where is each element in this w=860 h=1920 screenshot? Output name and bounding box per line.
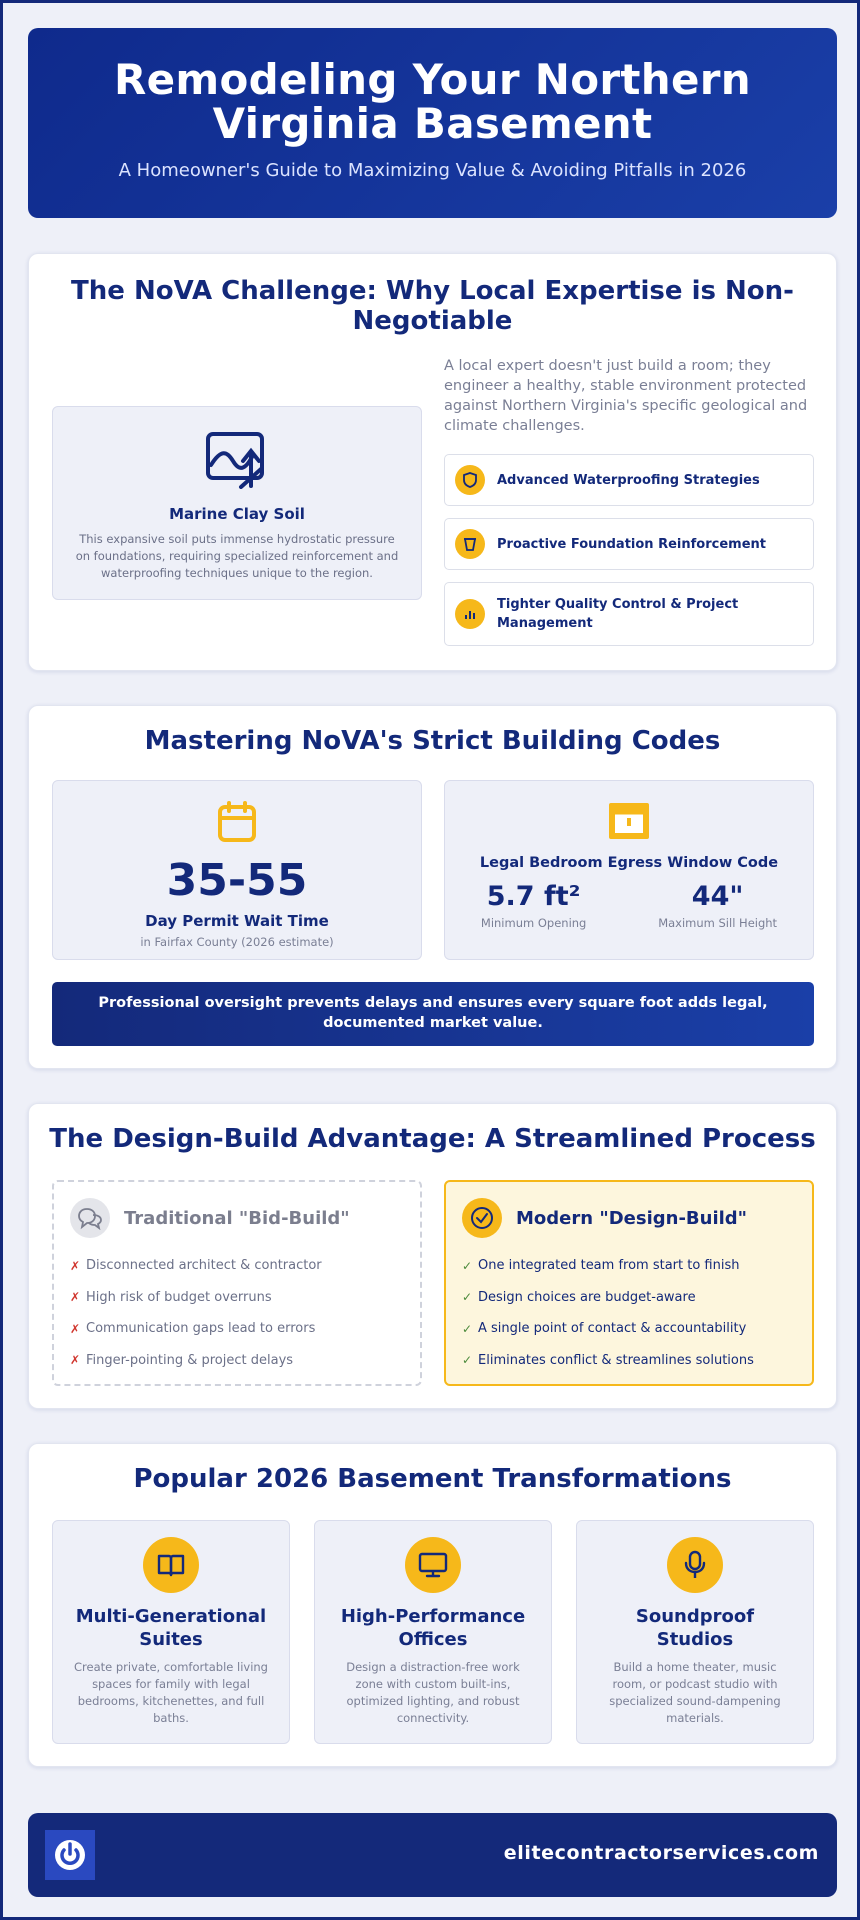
transformation-description: Design a distraction-free work zone with custom built-ins, optimized lighting, and robust connectivity. <box>346 1660 520 1725</box>
window-icon <box>445 801 813 845</box>
hero-header <box>28 28 837 218</box>
design-build-header <box>462 1198 796 1238</box>
transformation-title: High-Performance Offices <box>340 1606 526 1650</box>
list-item: ✗ High risk of budget overruns <box>70 1289 272 1305</box>
calendar-icon <box>53 801 421 847</box>
process-section <box>28 1103 837 1409</box>
shield-icon <box>455 465 485 495</box>
permit-stat-card <box>52 780 422 960</box>
traditional-header <box>70 1198 404 1238</box>
feature-label: Advanced Waterproofing Strategies <box>497 472 760 488</box>
speech-bubbles-icon <box>70 1198 110 1238</box>
monitor-icon <box>405 1537 461 1593</box>
egress-opening <box>481 881 586 930</box>
traditional-title: Traditional "Bid-Build" <box>124 1207 350 1229</box>
list-item: ✗ Finger-pointing & project delays <box>70 1352 294 1368</box>
check-mark-icon: ✓ <box>462 1258 473 1273</box>
page-subtitle: A Homeowner's Guide to Maximizing Value & Avoiding Pitfalls in 2026 <box>118 160 747 181</box>
list-item: ✗ Communication gaps lead to errors <box>70 1321 316 1337</box>
feature-quality-control <box>444 582 814 646</box>
studios-card <box>576 1520 814 1744</box>
codes-heading: Mastering NoVA's Strict Building Codes <box>144 726 721 756</box>
egress-sill-caption: Maximum Sill Height <box>658 916 778 930</box>
power-logo-icon <box>45 1830 95 1880</box>
offices-card <box>314 1520 552 1744</box>
design-build-title: Modern "Design-Build" <box>516 1207 748 1229</box>
list-item: ✓ One integrated team from start to finish <box>462 1258 740 1274</box>
traditional-process-card <box>52 1180 422 1386</box>
check-circle-icon <box>462 1198 502 1238</box>
microphone-icon <box>667 1537 723 1593</box>
feature-waterproofing <box>444 454 814 506</box>
feature-label: Proactive Foundation Reinforcement <box>497 536 766 552</box>
egress-sill-value: 44" <box>691 881 744 912</box>
x-mark-icon: ✗ <box>70 1353 81 1368</box>
egress-opening-caption: Minimum Opening <box>480 916 587 930</box>
transformation-description: Create private, comfortable living spaces for family with legal bedrooms, kitchenettes, and full baths. <box>74 1660 268 1725</box>
process-heading: The Design-Build Advantage: A Streamlined Process <box>49 1124 816 1154</box>
list-item: ✓ Eliminates conflict & streamlines solutions <box>462 1352 754 1368</box>
check-mark-icon: ✓ <box>462 1290 473 1305</box>
page-title: Remodeling Your Northern Virginia Basement <box>113 55 751 148</box>
transformations-section <box>28 1443 837 1767</box>
x-mark-icon: ✗ <box>70 1290 81 1305</box>
egress-opening-value: 5.7 ft² <box>486 881 581 912</box>
permit-wait-note: in Fairfax County (2026 estimate) <box>140 935 334 949</box>
transformations-heading: Popular 2026 Basement Transformations <box>133 1464 732 1494</box>
bar-chart-icon <box>455 599 485 629</box>
marine-clay-card <box>52 406 422 600</box>
egress-title: Legal Bedroom Egress Window Code <box>479 855 779 871</box>
feature-label: Tighter Quality Control & Project Management <box>497 597 739 631</box>
transformation-title: Soundproof Studios <box>635 1606 755 1650</box>
transformation-title: Multi-Generational Suites <box>75 1606 267 1650</box>
design-build-list <box>462 1250 796 1376</box>
x-mark-icon: ✗ <box>70 1321 81 1336</box>
permit-wait-value: 35-55 <box>166 855 308 906</box>
terrain-chart-icon <box>205 474 269 493</box>
challenge-section <box>28 253 837 671</box>
list-item: ✓ Design choices are budget-aware <box>462 1289 696 1305</box>
challenge-intro: A local expert doesn't just build a room; they engineer a healthy, stable environment protected against Northern Virginia's specific geological and climate challenges. <box>444 358 808 434</box>
codes-section <box>28 705 837 1069</box>
list-item: ✓ A single point of contact & accountability <box>462 1321 747 1337</box>
multi-generational-card <box>52 1520 290 1744</box>
footer <box>28 1813 837 1897</box>
check-mark-icon: ✓ <box>462 1353 473 1368</box>
website-link[interactable]: elitecontractorservices.com <box>503 1842 819 1864</box>
book-open-icon <box>143 1537 199 1593</box>
soil-title: Marine Clay Soil <box>169 505 305 523</box>
transformation-description: Build a home theater, music room, or podcast studio with specialized sound-dampening materials. <box>609 1660 781 1725</box>
soil-description: This expansive soil puts immense hydrostatic pressure on foundations, requiring specialized reinforcement and waterproofing techniques unique to the region. <box>75 532 399 580</box>
check-mark-icon: ✓ <box>462 1321 473 1336</box>
egress-sill <box>658 881 777 930</box>
challenge-heading: The NoVA Challenge: Why Local Expertise is Non-Negotiable <box>71 276 794 336</box>
foundation-icon <box>455 529 485 559</box>
feature-foundation <box>444 518 814 570</box>
x-mark-icon: ✗ <box>70 1258 81 1273</box>
list-item: ✗ Disconnected architect & contractor <box>70 1258 322 1274</box>
design-build-card <box>444 1180 814 1386</box>
oversight-banner: Professional oversight prevents delays and ensures every square foot adds legal, documented market value. <box>52 982 814 1046</box>
egress-metrics <box>445 881 813 930</box>
permit-wait-label: Day Permit Wait Time <box>145 912 329 930</box>
egress-stat-card <box>444 780 814 960</box>
traditional-list <box>70 1250 404 1376</box>
